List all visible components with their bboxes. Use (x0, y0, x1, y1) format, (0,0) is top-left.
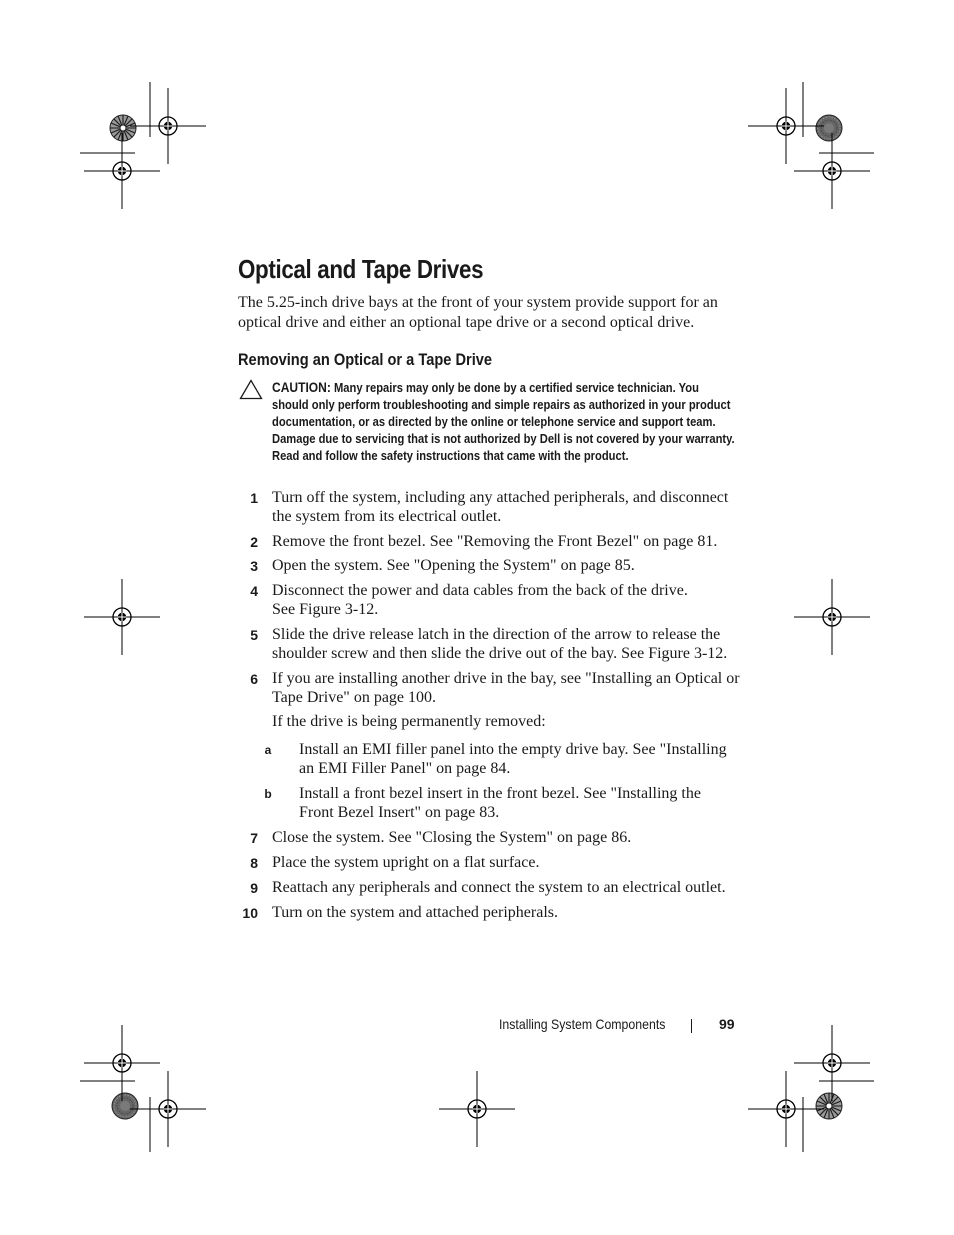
substep-letter: b (264, 787, 272, 801)
step-text-line: Disconnect the power and data cables from the back of the drive. (272, 582, 688, 599)
step-text: Turn on the system and attached peripherals. (272, 904, 559, 921)
step-text: Turn off the system, including any attached peripherals, and disconnect the system from its electrical outlet. (272, 489, 729, 525)
step-number: 1 (250, 490, 258, 506)
step-number: 5 (250, 627, 258, 643)
footer-divider (691, 1019, 692, 1033)
caution-triangle-icon (239, 379, 263, 400)
step-number: 3 (250, 558, 258, 574)
step-number: 8 (250, 855, 258, 871)
step-text: Slide the drive release latch in the direction of the arrow to release the shoulder screw and then slide the drive out of the bay. See Figure 3-12. (272, 626, 728, 662)
caution-text: Many repairs may only be done by a certified service technician. You should only perform troubleshooting and simple repairs as authorized in your product documentation, or as directed by the online or telephone service and support team. Damage due to servicing that is not authorized by Dell is not covered by your warranty. Read and follow the safety instructions that came with the product. (272, 380, 735, 463)
figure-reference: See Figure 3-12. (272, 601, 379, 618)
step-number: 6 (250, 671, 258, 687)
section-heading: Removing an Optical or a Tape Drive (238, 350, 493, 369)
substep-letter: a (264, 743, 272, 757)
step-text: Reattach any peripherals and connect the system to an electrical outlet. (272, 879, 726, 896)
step-text: Close the system. See "Closing the System" on page 86. (272, 829, 632, 846)
page-title: Optical and Tape Drives (238, 254, 484, 284)
step-text: Remove the front bezel. See "Removing the Front Bezel" on page 81. (272, 533, 718, 550)
substep-text: Install a front bezel insert in the front bezel. See "Installing the Front Bezel Insert" on page 83. (299, 785, 701, 821)
intro-paragraph: The 5.25-inch drive bays at the front of your system provide support for an optical drive and either an optional tape drive or a second optical drive. (238, 294, 718, 331)
caution-notice (272, 379, 736, 464)
step-number: 10 (242, 905, 258, 921)
step-text: Open the system. See "Opening the System" on page 85. (272, 557, 635, 574)
step-number: 7 (250, 830, 258, 846)
caution-label: CAUTION: (272, 379, 331, 395)
step-note: If the drive is being permanently removed: (272, 713, 546, 730)
footer-section-title: Installing System Components (499, 1016, 666, 1032)
step-text: If you are installing another drive in the bay, see "Installing an Optical or Tape Drive" on page 100. (272, 670, 740, 706)
step-text: Place the system upright on a flat surface. (272, 854, 540, 871)
page-number: 99 (719, 1016, 735, 1032)
step-number: 9 (250, 880, 258, 896)
step-number: 2 (250, 534, 258, 550)
step-text (272, 581, 742, 619)
step-number: 4 (250, 583, 258, 599)
substep-text: Install an EMI filler panel into the empty drive bay. See "Installing an EMI Filler Panel" on page 84. (299, 741, 727, 777)
